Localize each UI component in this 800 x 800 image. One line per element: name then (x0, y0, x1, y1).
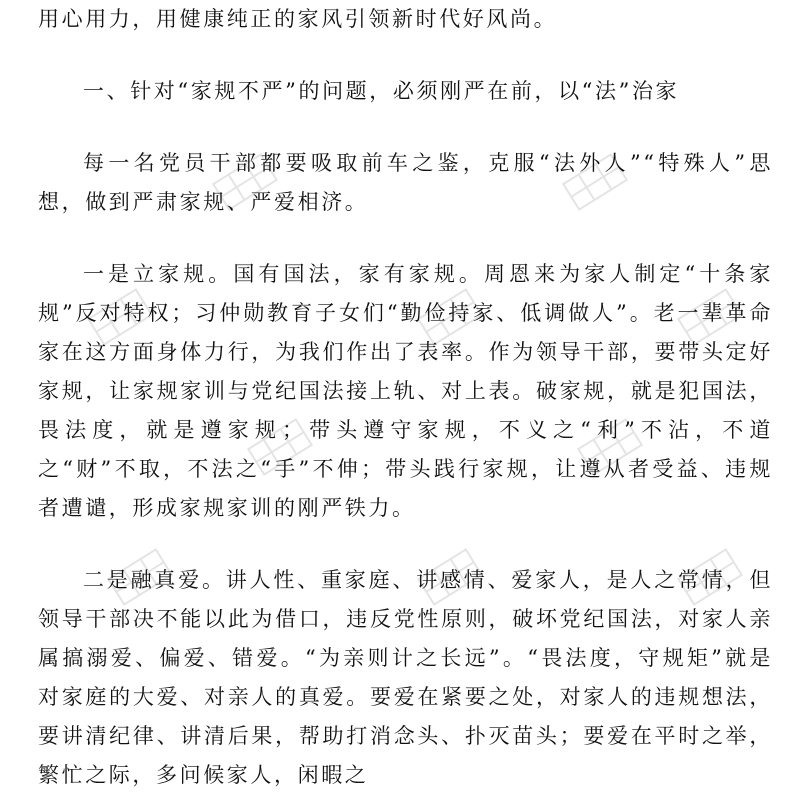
paragraph-true-love: 二是融真爱。讲人性、重家庭、讲感情、爱家人，是人之常情，但领导干部决不能以此为借口，违反党性原则，破坏党纪国法，对家人亲属搞溺爱、偏爱、错爱。“为亲则计之长远”。“畏法度，守规矩”就是对家庭的大爱、对亲人的真爱。要爱在紧要之处，对家人的违规想法，要讲清纪律、讲清后果，帮助打消念头、扑灭苗头；要爱在平时之举，繁忙之际，多问候家人，闲暇之 (38, 568, 773, 787)
section-heading: 一、针对“家规不严”的问题，必须刚严在前，以“法”治家 (83, 79, 680, 103)
paragraph-closing-line: 用心用力，用健康纯正的家风引领新时代好风尚。 (38, 7, 558, 31)
paragraph-intro: 每一名党员干部都要吸取前车之鉴，克服“法外人”“特殊人”思想，做到严肃家规、严爱相济。 (38, 151, 773, 214)
paragraph-family-rules: 一是立家规。国有国法，家有家规。周恩来为家人制定“十条家规”反对特权；习仲勋教育子女们“勤俭持家、低调做人”。老一辈革命家在这方面身体力行，为我们作出了表率。作为领导干部，要带头定好家规，让家规家训与党纪国法接上轨、对上表。破家规，就是犯国法，畏法度，就是遵家规；带头遵守家规，不义之“利”不沾，不道之“财”不取，不法之“手”不伸；带头践行家规，让遵从者受益、违规者遭谴，形成家规家训的刚严铁力。 (38, 262, 773, 520)
document-body (38, 0, 773, 795)
